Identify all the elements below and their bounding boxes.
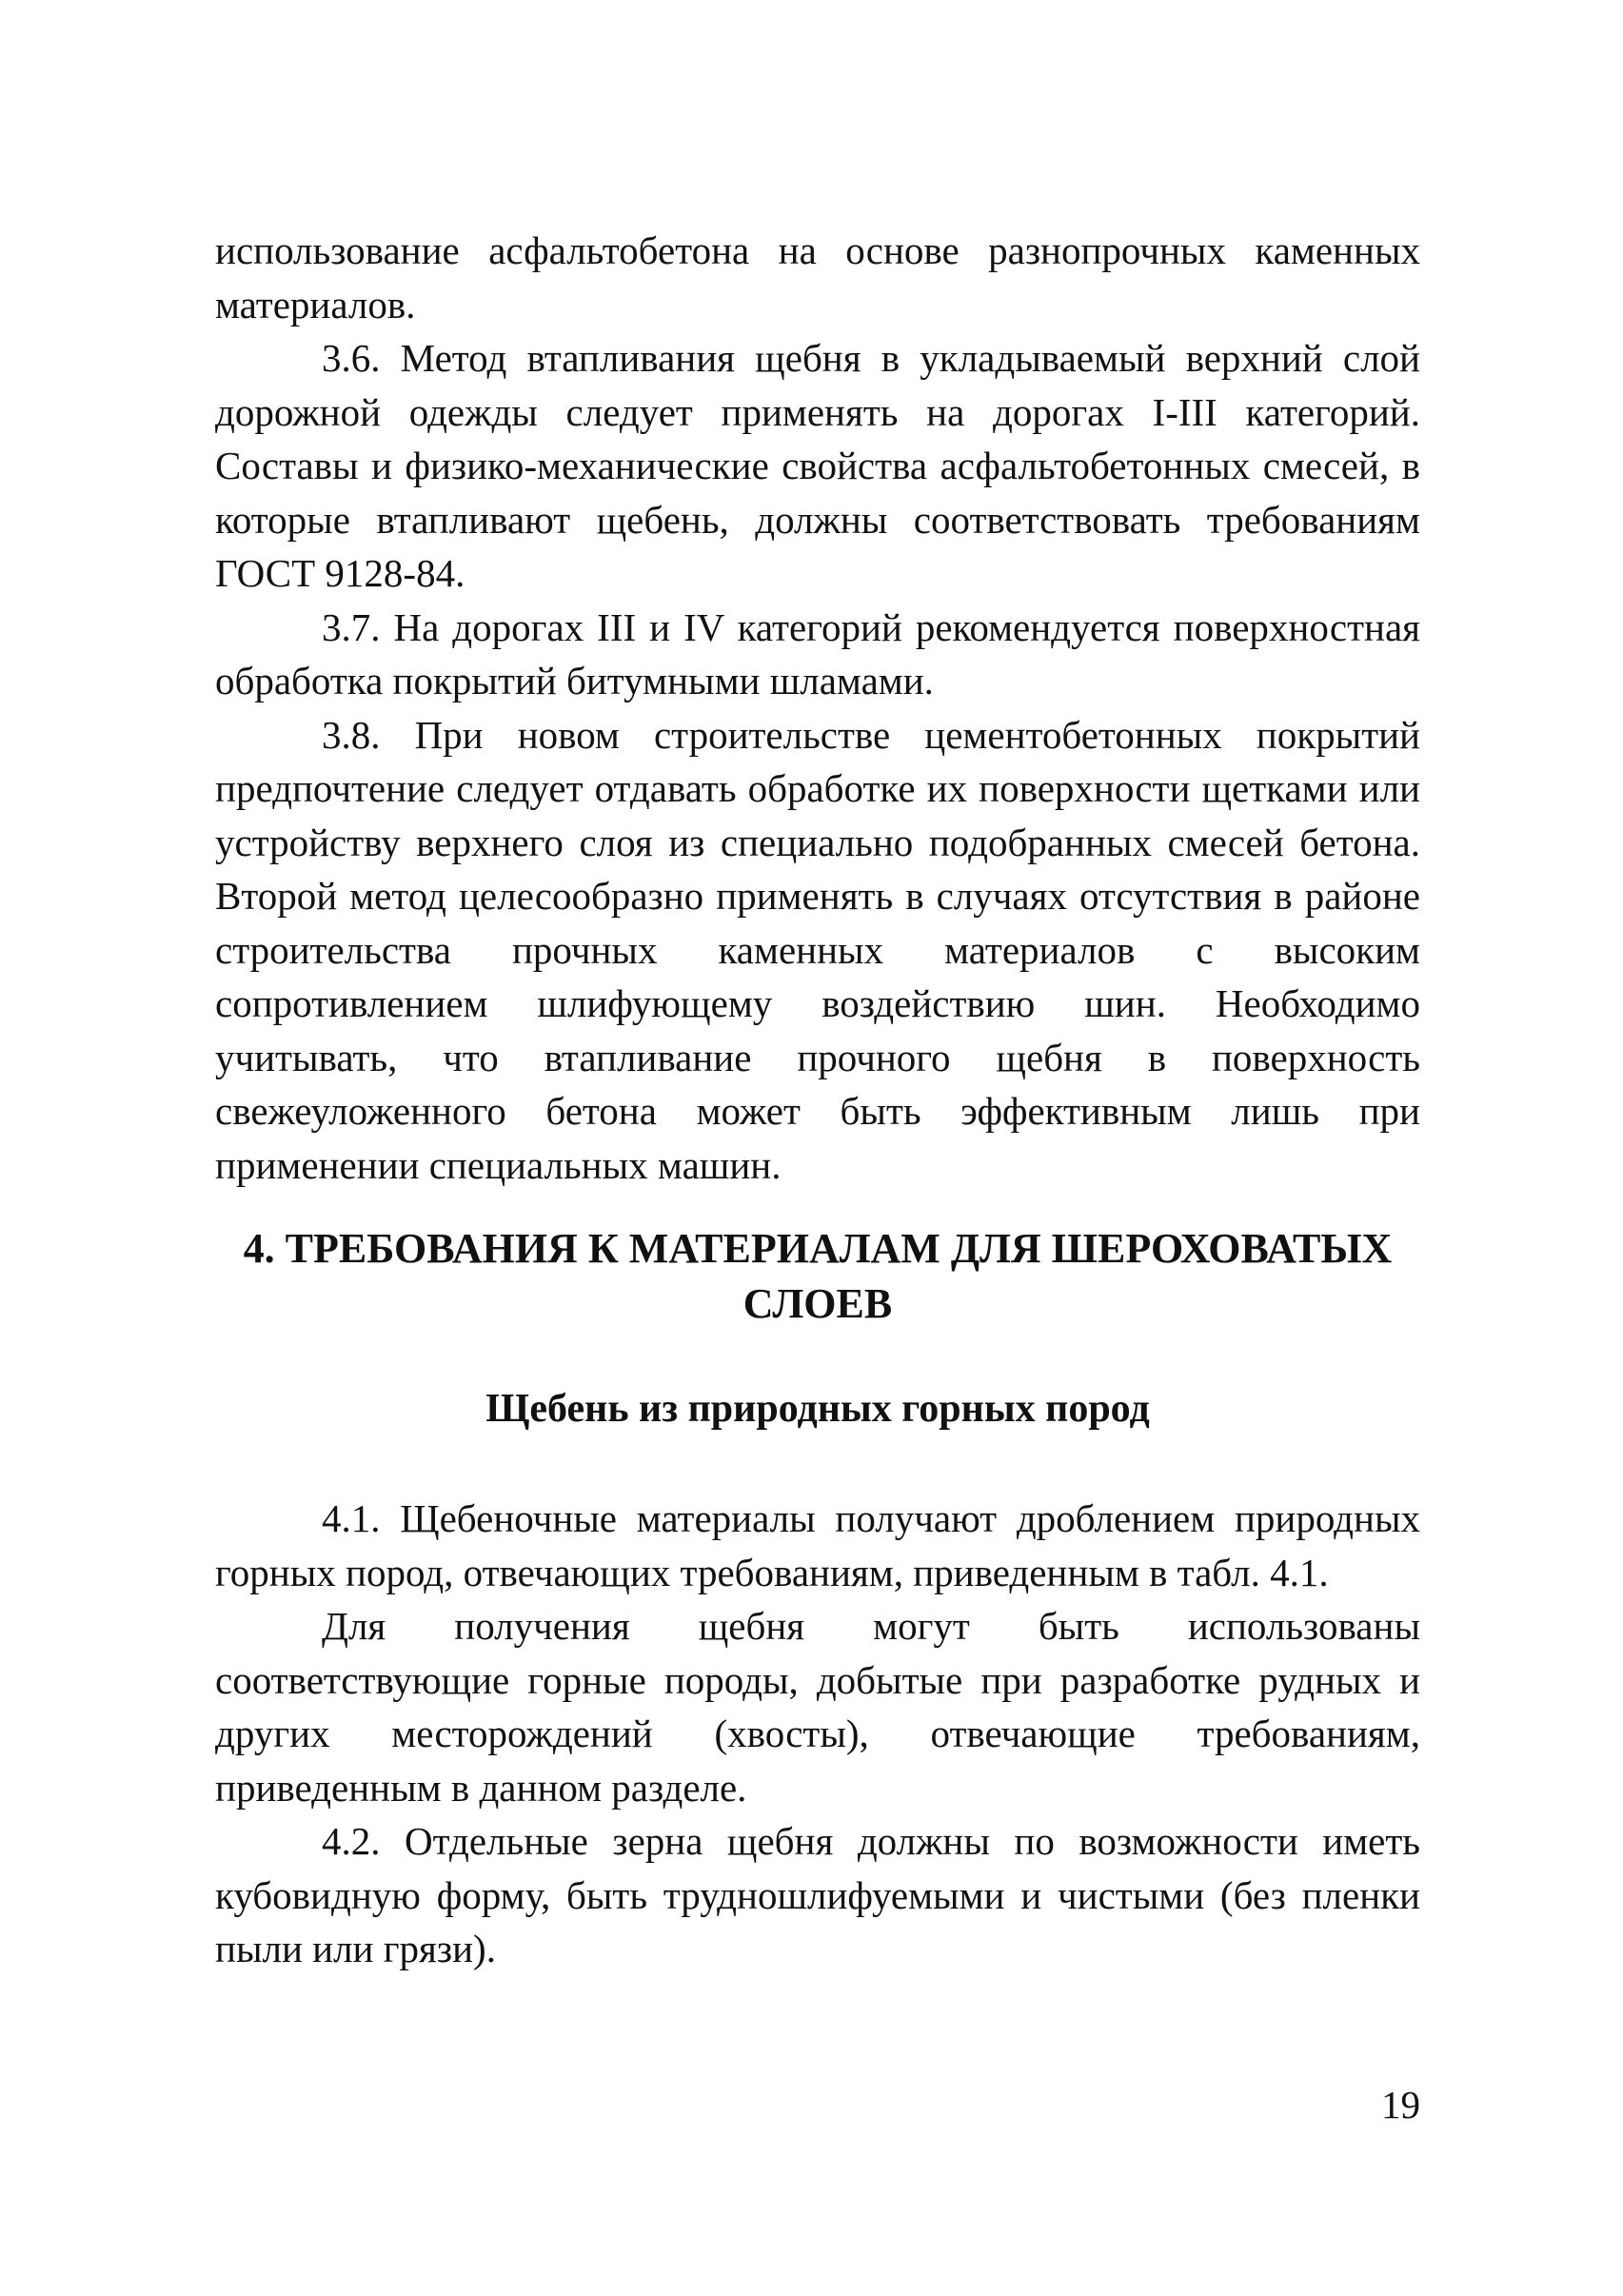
section-heading-line-2: СЛОЕВ [742, 1280, 893, 1327]
bottom-text-block [215, 1492, 1420, 1976]
paragraph-4-1-continued: Для получения щебня могут быть использованы соответствующие горные породы, добытые при разработке рудных и других месторождений (хвосты), отвечающие требованиям, приведенным в данном разделе. [215, 1604, 1420, 1810]
paragraph-4-2: 4.2. Отдельные зерна щебня должны по возможности иметь кубовидную форму, быть трудношлифуемыми и чистыми (без пленки пыли или грязи). [215, 1819, 1420, 1970]
section-heading-line-1: 4. ТРЕБОВАНИЯ К МАТЕРИАЛАМ ДЛЯ ШЕРОХОВАТЫХ [243, 1225, 1393, 1272]
page-number: 19 [1381, 2083, 1420, 2127]
paragraph-3-6: 3.6. Метод втапливания щебня в укладываемый верхний слой дорожной одежды следует применять на дорогах I-III категорий. Составы и физико-механические свойства асфальтобетонных смесей, в которые втапливают щебень, должны соответствовать требованиям ГОСТ 9128-84. [215, 336, 1420, 595]
paragraph-4-1: 4.1. Щебеночные материалы получают дроблением природных горных пород, отвечающих требованиям, приведенным в табл. 4.1. [215, 1496, 1420, 1594]
subsection-heading: Щебень из природных горных пород [485, 1387, 1150, 1431]
section-heading [215, 1221, 1420, 1332]
paragraph-continuation: использование асфальтобетона на основе разнопрочных каменных материалов. [215, 228, 1420, 327]
paragraph-3-8: 3.8. При новом строительстве цементобетонных покрытий предпочтение следует отдавать обработке их поверхности щетками или устройству верхнего слоя из специально подобранных смесей бетона. Второй метод целесообразно применять в случаях отсутствия в районе строительства прочных каменных материалов с высоким сопротивлением шлифующему воздействию шин. Необходимо учитывать, что втапливание прочного щебня в поверхность свежеуложенного бетона может быть эффективным лишь при применении специальных машин. [215, 712, 1420, 1187]
top-text-block [215, 224, 1420, 1192]
paragraph-3-7: 3.7. На дорогах III и IV категорий рекомендуется поверхностная обработка покрытий битумными шламами. [215, 604, 1420, 703]
